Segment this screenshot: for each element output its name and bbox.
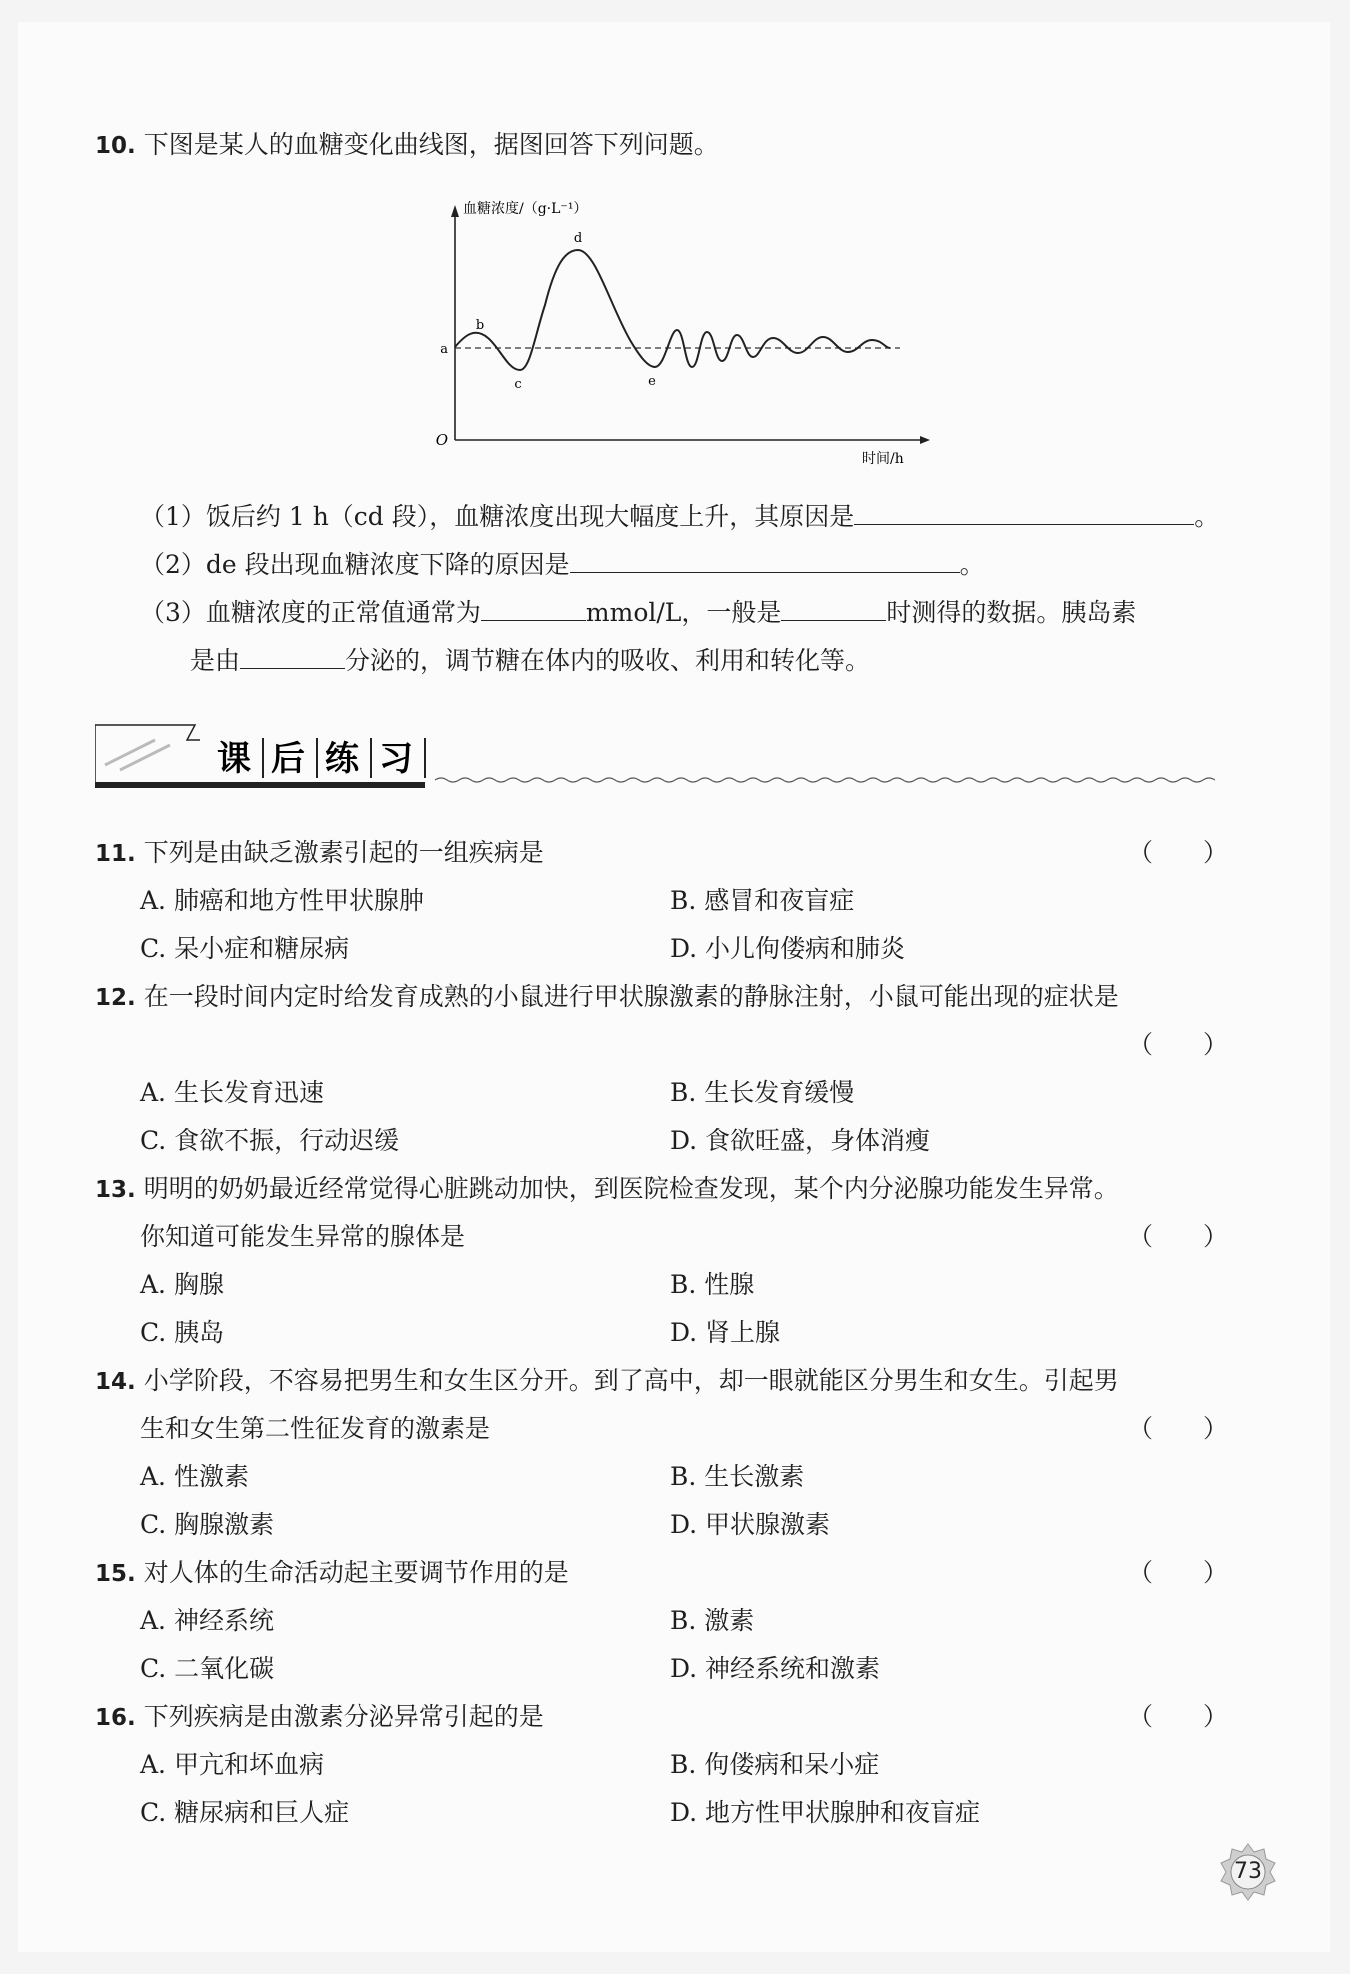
q14-stem2: 生和女生第二性征发育的激素是 bbox=[140, 1414, 491, 1443]
q15-option-a[interactable]: A. 神经系统 bbox=[140, 1606, 274, 1635]
q16-option-a[interactable]: A. 甲亢和坏血病 bbox=[140, 1750, 324, 1779]
q14-stem: 小学阶段，不容易把男生和女生区分开。到了高中，却一眼就能区分男生和女生。引起男 bbox=[143, 1366, 1119, 1395]
section-char-1: 课 bbox=[217, 739, 251, 779]
answer-blank-2[interactable] bbox=[570, 550, 960, 573]
answer-blank-3[interactable] bbox=[481, 598, 586, 621]
q14-option-b[interactable]: B. 生长激素 bbox=[670, 1462, 805, 1491]
q11-answer-paren[interactable]: （ ） bbox=[1128, 838, 1229, 867]
point-label-c: c bbox=[514, 377, 522, 392]
q16-option-b[interactable]: B. 佝偻病和呆小症 bbox=[670, 1750, 880, 1779]
q15-option-d[interactable]: D. 神经系统和激素 bbox=[670, 1654, 881, 1683]
answer-blank-4[interactable] bbox=[781, 598, 886, 621]
q13-option-c[interactable]: C. 胰岛 bbox=[140, 1318, 225, 1347]
point-label-e: e bbox=[648, 374, 656, 389]
q10-sub3-d: 是由 bbox=[190, 646, 241, 675]
section-header bbox=[95, 720, 1215, 790]
q10-stem: 下图是某人的血糖变化曲线图，据图回答下列问题。 bbox=[143, 130, 719, 159]
y-axis-label: 血糖浓度/（g·L⁻¹） bbox=[463, 201, 588, 217]
q12-answer-paren[interactable]: （ ） bbox=[1128, 1030, 1229, 1059]
q10-sub1-text: （1）饭后约 1 h（cd 段），血糖浓度出现大幅度上升，其原因是 bbox=[140, 502, 855, 531]
q16-option-d[interactable]: D. 地方性甲状腺肿和夜盲症 bbox=[670, 1798, 981, 1827]
q12-option-d[interactable]: D. 食欲旺盛，身体消瘦 bbox=[670, 1126, 931, 1155]
q11-option-c[interactable]: C. 呆小症和糖尿病 bbox=[140, 934, 350, 963]
q12-number: 12. bbox=[95, 985, 136, 1011]
q16-option-c[interactable]: C. 糖尿病和巨人症 bbox=[140, 1798, 350, 1827]
answer-blank-1[interactable] bbox=[854, 502, 1194, 525]
q16-stem-line bbox=[95, 1702, 544, 1733]
q10-sub3-e: 分泌的，调节糖在体内的吸收、利用和转化等。 bbox=[345, 646, 871, 675]
q13-answer-paren[interactable]: （ ） bbox=[1128, 1222, 1229, 1251]
q14-option-d[interactable]: D. 甲状腺激素 bbox=[670, 1510, 831, 1539]
blood-sugar-chart bbox=[430, 195, 930, 470]
x-axis-arrow bbox=[920, 436, 930, 444]
q10-sub3-a: （3）血糖浓度的正常值通常为 bbox=[140, 598, 481, 627]
answer-blank-5[interactable] bbox=[240, 646, 345, 669]
q11-option-d[interactable]: D. 小儿佝偻病和肺炎 bbox=[670, 934, 906, 963]
q10-sub1-end: 。 bbox=[1194, 502, 1220, 531]
q10-number: 10. bbox=[95, 133, 136, 159]
q10-sub3 bbox=[140, 598, 1136, 628]
section-char-2: 后 bbox=[271, 739, 305, 779]
q13-stem: 明明的奶奶最近经常觉得心脏跳动加快，到医院检查发现，某个内分泌腺功能发生异常。 bbox=[143, 1174, 1119, 1203]
q12-stem: 在一段时间内定时给发育成熟的小鼠进行甲状腺激素的静脉注射，小鼠可能出现的症状是 bbox=[143, 982, 1119, 1011]
x-axis-label: 时间/h bbox=[862, 451, 904, 467]
q13-option-a[interactable]: A. 胸腺 bbox=[140, 1270, 224, 1299]
q14-stem-line bbox=[95, 1366, 1119, 1397]
q15-option-b[interactable]: B. 激素 bbox=[670, 1606, 755, 1635]
q10-stem-line bbox=[95, 130, 719, 161]
blood-sugar-curve bbox=[455, 250, 890, 370]
point-label-d: d bbox=[573, 231, 583, 246]
q13-number: 13. bbox=[95, 1177, 136, 1203]
q10-sub2-end: 。 bbox=[959, 550, 985, 579]
q10-sub3-cont bbox=[190, 646, 870, 676]
wavy-line bbox=[435, 778, 1215, 782]
q12-option-c[interactable]: C. 食欲不振，行动迟缓 bbox=[140, 1126, 400, 1155]
q12-option-a[interactable]: A. 生长发育迅速 bbox=[140, 1078, 324, 1107]
q11-number: 11. bbox=[95, 841, 136, 867]
q15-stem-line bbox=[95, 1558, 569, 1589]
q11-option-a[interactable]: A. 肺癌和地方性甲状腺肿 bbox=[140, 886, 424, 915]
q10-sub2 bbox=[140, 550, 985, 580]
q15-number: 15. bbox=[95, 1561, 136, 1587]
q10-sub2-text: （2）de 段出现血糖浓度下降的原因是 bbox=[140, 550, 570, 579]
q13-option-b[interactable]: B. 性腺 bbox=[670, 1270, 755, 1299]
q13-option-d[interactable]: D. 肾上腺 bbox=[670, 1318, 781, 1347]
q10-sub1 bbox=[140, 502, 1219, 532]
page-number: 73 bbox=[1234, 1859, 1262, 1884]
q15-option-c[interactable]: C. 二氧化碳 bbox=[140, 1654, 275, 1683]
point-label-b: b bbox=[475, 318, 485, 333]
q16-stem: 下列疾病是由激素分泌异常引起的是 bbox=[143, 1702, 544, 1731]
q16-answer-paren[interactable]: （ ） bbox=[1128, 1702, 1229, 1731]
page-number-badge bbox=[1218, 1842, 1278, 1902]
q10-sub3-c: 时测得的数据。胰岛素 bbox=[886, 598, 1137, 627]
q10-sub3-b: mmol/L，一般是 bbox=[585, 598, 782, 627]
q13-stem-line bbox=[95, 1174, 1119, 1205]
q15-stem: 对人体的生命活动起主要调节作用的是 bbox=[143, 1558, 569, 1587]
pencil-icon bbox=[105, 740, 170, 770]
point-label-a: a bbox=[440, 342, 448, 357]
q11-stem-line bbox=[95, 838, 544, 869]
q14-answer-paren[interactable]: （ ） bbox=[1128, 1414, 1229, 1443]
q12-option-b[interactable]: B. 生长发育缓慢 bbox=[670, 1078, 855, 1107]
section-underline-bar bbox=[95, 782, 425, 788]
section-char-4: 习 bbox=[379, 739, 413, 779]
q14-number: 14. bbox=[95, 1369, 136, 1395]
q11-stem: 下列是由缺乏激素引起的一组疾病是 bbox=[143, 838, 544, 867]
q12-stem-line bbox=[95, 982, 1119, 1013]
q14-option-a[interactable]: A. 性激素 bbox=[140, 1462, 249, 1491]
y-axis-arrow bbox=[451, 205, 459, 217]
q13-stem2: 你知道可能发生异常的腺体是 bbox=[140, 1222, 466, 1251]
q15-answer-paren[interactable]: （ ） bbox=[1128, 1558, 1229, 1587]
section-char-3: 练 bbox=[325, 739, 359, 779]
origin-label: O bbox=[435, 431, 448, 449]
q16-number: 16. bbox=[95, 1705, 136, 1731]
q14-option-c[interactable]: C. 胸腺激素 bbox=[140, 1510, 275, 1539]
q11-option-b[interactable]: B. 感冒和夜盲症 bbox=[670, 886, 855, 915]
